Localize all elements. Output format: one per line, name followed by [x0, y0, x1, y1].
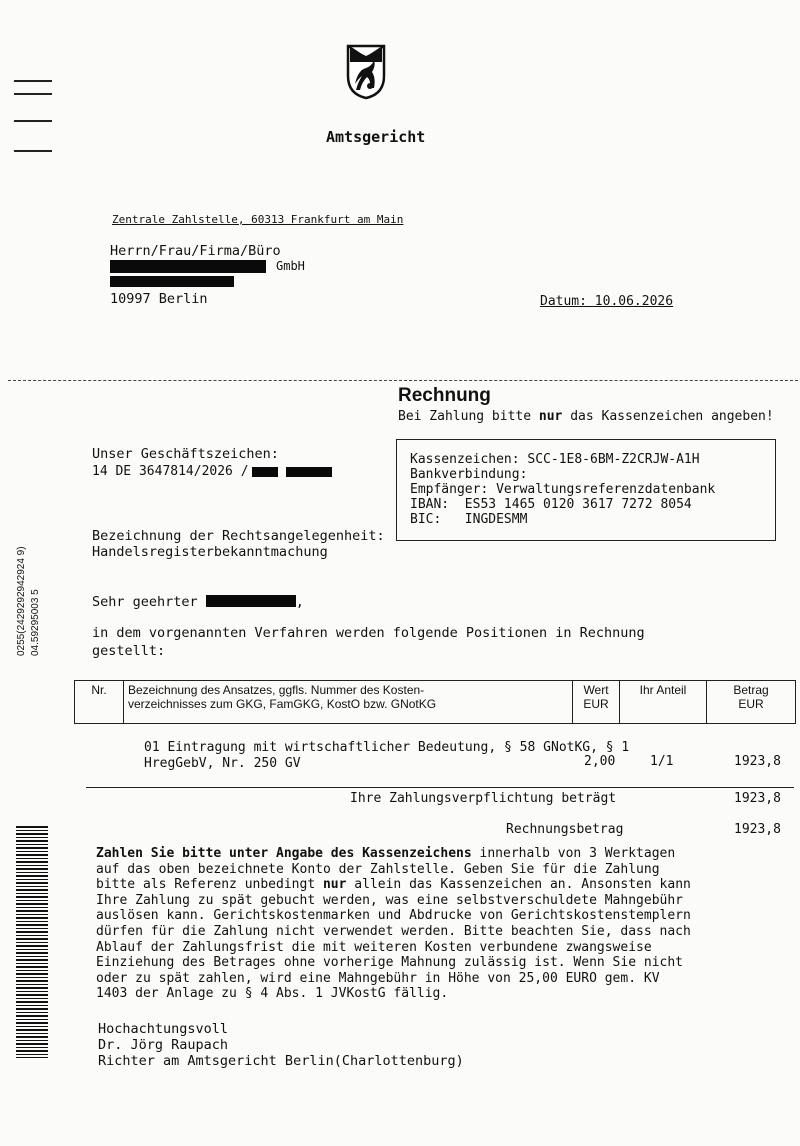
col-description: Bezeichnung des Ansatzes, ggfls. Nummer des Kosten- verzeichnisses zum GKG, FamGKG, KostO bzw. GNotKG: [124, 681, 573, 724]
redacted-reference-1: [252, 467, 278, 477]
recipient: Empfänger: Verwaltungsreferenzdatenbank: [410, 482, 716, 497]
address-company-suffix: GmbH: [276, 259, 305, 273]
col-betrag: Betrag EUR: [707, 681, 796, 724]
obligation-value: 1923,8: [734, 791, 781, 806]
position-wert: 2,00: [584, 754, 616, 769]
intro-line-2: gestellt:: [92, 643, 166, 659]
invoice-note: Bei Zahlung bitte nur das Kassenzeichen angeben!: [398, 409, 774, 424]
invoice-title: Rechnung: [398, 385, 491, 406]
barcode: [16, 826, 48, 1058]
invoice-total-label: Rechnungsbetrag: [506, 822, 624, 837]
fold-mark-3: [14, 120, 52, 122]
greeting: Sehr geehrter ,: [92, 594, 304, 610]
side-code-1: 0255(2429292942924 9): [16, 546, 27, 656]
bank-connection-label: Bankverbindung:: [410, 467, 528, 482]
separator-top: [8, 380, 798, 381]
signatory-name: Dr. Jörg Raupach: [98, 1037, 229, 1053]
kassenzeichen: Kassenzeichen: SCC-1E8-6BM-Z2CRJW-A1H: [410, 452, 700, 467]
positions-table-header: [74, 680, 796, 724]
col-nr: Nr.: [75, 681, 124, 724]
document-date: Datum: 10.06.2026: [540, 294, 674, 309]
col-anteil: Ihr Anteil: [620, 681, 707, 724]
side-code-2: 04.59295003 5: [30, 589, 41, 656]
signatory-title: Richter am Amtsgericht Berlin(Charlottenburg): [98, 1053, 464, 1069]
fold-mark-1: [14, 80, 52, 82]
bic: BIC: INGDESMM: [410, 512, 528, 527]
coat-of-arms-icon: [346, 44, 386, 100]
position-description-1: 01 Eintragung mit wirtschaftlicher Bedeutung, § 58 GNotKG, § 1: [144, 740, 630, 755]
sender-line: Zentrale Zahlstelle, 60313 Frankfurt am Main: [112, 213, 404, 226]
court-name: Amtsgericht: [326, 128, 426, 146]
totals-rule: [86, 787, 794, 788]
position-betrag: 1923,8: [734, 754, 781, 769]
redacted-company-name: [110, 260, 266, 273]
matter-label: Bezeichnung der Rechtsangelegenheit:: [92, 528, 385, 544]
address-city: 10997 Berlin: [110, 291, 208, 307]
address-salutation: Herrn/Frau/Firma/Büro: [110, 243, 281, 259]
iban: IBAN: ES53 1465 0120 3617 7272 8054: [410, 497, 692, 512]
payment-instructions: Zahlen Sie bitte unter Angabe des Kassenzeichens innerhalb von 3 Werktagen auf das oben bezeichnete Konto der Zahlstelle. Geben Sie für die Zahlung bitte als Referenz unbedingt nur allein das Kassenzeichen an. Ansonsten kann Ihre Zahlung zu spät gebucht werden, was eine selbstverschuldete Mahngebühr auslösen kann. Gerichtskostenmarken und Abdrucke von Gerichtskostenstemplern dürfen für die Zahlung nicht verwendet werden. Bitte beachten Sie, dass nach Ablauf der Zahlungsfrist die mit weiteren Kosten verbundene zwangsweise Einziehung des Betrages ohne vorherige Mahnung zulässig ist. Wenn Sie nicht oder zu spät zahlen, wird eine Mahngebühr in Höhe von 25,00 EURO gem. KV 1403 der Anlage zu § 4 Abs. 1 JVKostG fällig.: [96, 846, 691, 1002]
redacted-street: [110, 276, 234, 287]
col-wert: Wert EUR: [573, 681, 620, 724]
fold-mark-2: [14, 93, 52, 95]
obligation-label: Ihre Zahlungsverpflichtung beträgt: [350, 791, 617, 806]
reference-value: 14 DE 3647814/2026 /: [92, 464, 249, 479]
invoice-total-value: 1923,8: [734, 822, 781, 837]
position-description-2: HregGebV, Nr. 250 GV: [144, 756, 301, 771]
redacted-addressee: [206, 595, 296, 607]
intro-line-1: in dem vorgenannten Verfahren werden folgende Positionen in Rechnung: [92, 625, 645, 641]
redacted-reference-2: [286, 467, 332, 477]
position-anteil: 1/1: [650, 754, 674, 769]
reference-label: Unser Geschäftszeichen:: [92, 446, 279, 462]
fold-mark-4: [14, 150, 52, 152]
matter-value: Handelsregisterbekanntmachung: [92, 544, 328, 560]
closing-regards: Hochachtungsvoll: [98, 1021, 229, 1037]
